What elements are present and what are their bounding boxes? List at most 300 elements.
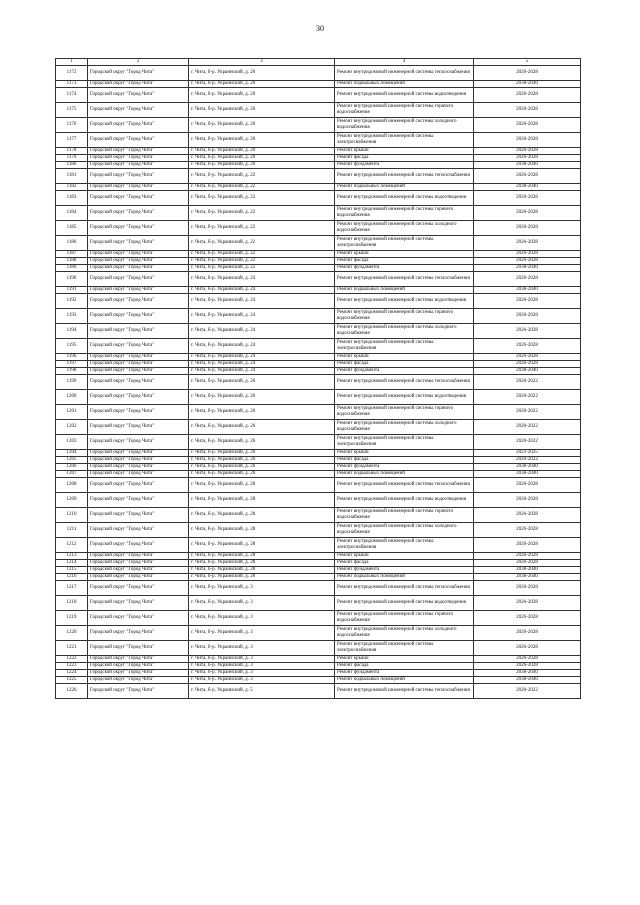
work-type-cell: Ремонт внутридомовой инженерной системы теплоснабжения [335,375,474,390]
address-cell: г. Чита, б-р. Украинский, д. 20 [189,88,335,103]
work-type-cell: Ремонт фасада [335,361,474,368]
address-cell: г. Чита, б-р. Украинский, д. 28 [189,574,335,581]
row-number-cell: 1193 [56,309,88,324]
work-type-cell: Ремонт внутридомовой инженерной системы теплоснабжения [335,272,474,287]
period-cell: 2038-2040 [474,81,581,88]
period-cell: 2026-2028 [474,251,581,258]
period-cell: 2026-2028 [474,103,581,118]
address-cell: г. Чита, б-р. Украинский, д. 26 [189,390,335,405]
municipality-cell: Городской округ "Город Чита" [88,611,189,626]
municipality-cell: Городской округ "Город Чита" [88,133,189,148]
municipality-cell: Городской округ "Город Чита" [88,677,189,684]
table-row [56,574,581,581]
address-cell: г. Чита, б-р. Украинский, д. 26 [189,405,335,420]
work-type-cell: Ремонт фундамента [335,265,474,272]
address-cell: г. Чита, б-р. Украинский, д. 22 [189,206,335,221]
row-number-cell: 1189 [56,265,88,272]
period-cell: 2038-2040 [474,677,581,684]
row-number-cell: 1213 [56,553,88,560]
work-type-cell: Ремонт внутридомовой инженерной системы холодного водоснабжения [335,626,474,641]
row-number-cell: 1194 [56,324,88,339]
work-type-cell: Ремонт внутридомовой инженерной системы горячего водоснабжения [335,206,474,221]
address-cell: г. Чита, б-р. Украинский, д. 26 [189,457,335,464]
municipality-cell: Городской округ "Город Чита" [88,354,189,361]
period-cell: 2026-2028 [474,354,581,361]
work-type-cell: Ремонт фасада [335,258,474,265]
table-row [56,162,581,169]
address-cell: г. Чита, б-р. Украинский, д. 22 [189,169,335,184]
row-number-cell: 1208 [56,478,88,493]
municipality-cell: Городской округ "Город Чита" [88,103,189,118]
period-cell: 2026-2028 [474,221,581,236]
municipality-cell: Городской округ "Город Чита" [88,162,189,169]
period-cell: 2026-2028 [474,663,581,670]
work-type-cell: Ремонт фундамента [335,567,474,574]
address-cell: г. Чита, б-р. Украинский, д. 3 [189,641,335,656]
address-cell: г. Чита, б-р. Украинский, д. 3 [189,596,335,611]
work-type-cell: Ремонт внутридомовой инженерной системы горячего водоснабжения [335,508,474,523]
municipality-cell: Городской округ "Город Чита" [88,148,189,155]
municipality-cell: Городской округ "Город Чита" [88,81,189,88]
municipality-cell: Городской округ "Город Чита" [88,309,189,324]
address-cell: г. Чита, б-р. Украинский, д. 22 [189,221,335,236]
address-cell: г. Чита, б-р. Украинский, д. 28 [189,538,335,553]
municipality-cell: Городской округ "Город Чита" [88,567,189,574]
address-cell: г. Чита, б-р. Украинский, д. 28 [189,478,335,493]
work-type-cell: Ремонт крыши [335,251,474,258]
municipality-cell: Городской округ "Город Чита" [88,420,189,435]
table-row [56,206,581,221]
work-type-cell: Ремонт внутридомовой инженерной системы теплоснабжения [335,478,474,493]
table-row [56,258,581,265]
table-row [56,677,581,684]
work-type-cell: Ремонт внутридомовой инженерной системы водоотведения [335,88,474,103]
column-header: 3 [189,59,335,66]
period-cell: 2026-2028 [474,206,581,221]
table-header [56,59,581,66]
work-type-cell: Ремонт крыши [335,354,474,361]
period-cell: 2026-2028 [474,523,581,538]
work-type-cell: Ремонт внутридомовой инженерной системы холодного водоснабжения [335,118,474,133]
address-cell: г. Чита, б-р. Украинский, д. 3 [189,656,335,663]
work-type-cell: Ремонт внутридомовой инженерной системы теплоснабжения [335,684,474,699]
period-cell: 2026-2028 [474,641,581,656]
period-cell: 2020-2022 [474,420,581,435]
work-type-cell: Ремонт внутридомовой инженерной системы холодного водоснабжения [335,221,474,236]
registry-table [55,58,581,699]
address-cell: г. Чита, б-р. Украинский, д. 22 [189,265,335,272]
period-cell: 2026-2028 [474,309,581,324]
address-cell: г. Чита, б-р. Украинский, д. 24 [189,324,335,339]
work-type-cell: Ремонт фундамента [335,670,474,677]
period-cell: 2026-2028 [474,155,581,162]
row-number-cell: 1203 [56,435,88,450]
row-number-cell: 1222 [56,656,88,663]
municipality-cell: Городской округ "Город Чита" [88,169,189,184]
table-row [56,368,581,375]
address-cell: г. Чита, б-р. Украинский, д. 20 [189,66,335,81]
table-row [56,375,581,390]
table-row [56,567,581,574]
period-cell: 2026-2028 [474,538,581,553]
municipality-cell: Городской округ "Город Чита" [88,191,189,206]
table-row [56,118,581,133]
address-cell: г. Чита, б-р. Украинский, д. 5 [189,684,335,699]
municipality-cell: Городской округ "Город Чита" [88,641,189,656]
municipality-cell: Городской округ "Город Чита" [88,670,189,677]
row-number-cell: 1217 [56,581,88,596]
work-type-cell: Ремонт внутридомовой инженерной системы электроснабжения [335,435,474,450]
row-number-cell: 1209 [56,493,88,508]
row-number-cell: 1197 [56,361,88,368]
row-number-cell: 1211 [56,523,88,538]
address-cell: г. Чита, б-р. Украинский, д. 24 [189,354,335,361]
table-row [56,435,581,450]
row-number-cell: 1195 [56,339,88,354]
municipality-cell: Городской округ "Город Чита" [88,560,189,567]
row-number-cell: 1205 [56,457,88,464]
row-number-cell: 1178 [56,148,88,155]
work-type-cell: Ремонт фасада [335,663,474,670]
period-cell: 2026-2028 [474,133,581,148]
municipality-cell: Городской округ "Город Чита" [88,553,189,560]
work-type-cell: Ремонт внутридомовой инженерной системы холодного водоснабжения [335,523,474,538]
table-row [56,478,581,493]
period-cell: 2038-2040 [474,464,581,471]
row-number-cell: 1199 [56,375,88,390]
period-cell: 2038-2040 [474,567,581,574]
work-type-cell: Ремонт фундамента [335,464,474,471]
municipality-cell: Городской округ "Город Чита" [88,88,189,103]
page-number: 30 [316,24,324,33]
municipality-cell: Городской округ "Город Чита" [88,390,189,405]
row-number-cell: 1184 [56,206,88,221]
table-row [56,670,581,677]
table-row [56,450,581,457]
period-cell: 2020-2022 [474,684,581,699]
table-row [56,596,581,611]
municipality-cell: Городской округ "Город Чита" [88,118,189,133]
address-cell: г. Чита, б-р. Украинский, д. 26 [189,471,335,478]
row-number-cell: 1220 [56,626,88,641]
address-cell: г. Чита, б-р. Украинский, д. 28 [189,493,335,508]
work-type-cell: Ремонт крыши [335,148,474,155]
row-number-cell: 1212 [56,538,88,553]
address-cell: г. Чита, б-р. Украинский, д. 20 [189,118,335,133]
row-number-cell: 1219 [56,611,88,626]
row-number-cell: 1201 [56,405,88,420]
period-cell: 2026-2028 [474,66,581,81]
row-number-cell: 1186 [56,236,88,251]
table-row [56,155,581,162]
table-row [56,148,581,155]
work-type-cell: Ремонт фасада [335,155,474,162]
row-number-cell: 1192 [56,294,88,309]
table-row [56,457,581,464]
period-cell: 2026-2028 [474,493,581,508]
work-type-cell: Ремонт внутридомовой инженерной системы горячего водоснабжения [335,309,474,324]
municipality-cell: Городской округ "Город Чита" [88,538,189,553]
row-number-cell: 1174 [56,88,88,103]
address-cell: г. Чита, б-р. Украинский, д. 22 [189,251,335,258]
table-row [56,420,581,435]
row-number-cell: 1188 [56,258,88,265]
table-row [56,103,581,118]
table-row [56,405,581,420]
row-number-cell: 1218 [56,596,88,611]
municipality-cell: Городской округ "Город Чита" [88,361,189,368]
table-row [56,390,581,405]
work-type-cell: Ремонт внутридомовой инженерной системы электроснабжения [335,538,474,553]
period-cell: 2026-2028 [474,236,581,251]
table-row [56,272,581,287]
work-type-cell: Ремонт внутридомовой инженерной системы электроснабжения [335,133,474,148]
table-row [56,66,581,81]
period-cell: 2026-2028 [474,581,581,596]
work-type-cell: Ремонт крыши [335,450,474,457]
address-cell: г. Чита, б-р. Украинский, д. 3 [189,611,335,626]
row-number-cell: 1198 [56,368,88,375]
municipality-cell: Городской округ "Город Чита" [88,265,189,272]
address-cell: г. Чита, б-р. Украинский, д. 22 [189,184,335,191]
period-cell: 2026-2028 [474,508,581,523]
row-number-cell: 1185 [56,221,88,236]
row-number-cell: 1207 [56,471,88,478]
period-cell: 2038-2040 [474,471,581,478]
work-type-cell: Ремонт фундамента [335,368,474,375]
municipality-cell: Городской округ "Город Чита" [88,684,189,699]
address-cell: г. Чита, б-р. Украинский, д. 26 [189,420,335,435]
period-cell: 2026-2028 [474,118,581,133]
address-cell: г. Чита, б-р. Украинский, д. 20 [189,133,335,148]
period-cell: 2038-2040 [474,162,581,169]
table-row [56,493,581,508]
municipality-cell: Городской округ "Город Чита" [88,206,189,221]
table-row [56,88,581,103]
row-number-cell: 1172 [56,66,88,81]
table-row [56,324,581,339]
address-cell: г. Чита, б-р. Украинский, д. 20 [189,81,335,88]
table-row [56,354,581,361]
period-cell: 2023-2025 [474,450,581,457]
period-cell: 2038-2040 [474,368,581,375]
table-row [56,169,581,184]
table-row [56,251,581,258]
row-number-cell: 1179 [56,155,88,162]
table-row [56,287,581,294]
municipality-cell: Городской округ "Город Чита" [88,155,189,162]
municipality-cell: Городской округ "Город Чита" [88,457,189,464]
municipality-cell: Городской округ "Город Чита" [88,258,189,265]
address-cell: г. Чита, б-р. Украинский, д. 26 [189,375,335,390]
municipality-cell: Городской округ "Город Чита" [88,663,189,670]
table-row [56,471,581,478]
table-row [56,191,581,206]
work-type-cell: Ремонт внутридомовой инженерной системы горячего водоснабжения [335,405,474,420]
row-number-cell: 1221 [56,641,88,656]
work-type-cell: Ремонт крыши [335,553,474,560]
work-type-cell: Ремонт фундамента [335,162,474,169]
municipality-cell: Городской округ "Город Чита" [88,464,189,471]
work-type-cell: Ремонт фасада [335,560,474,567]
row-number-cell: 1223 [56,663,88,670]
period-cell: 2026-2028 [474,626,581,641]
row-number-cell: 1190 [56,272,88,287]
work-type-cell: Ремонт подвальных помещений [335,287,474,294]
municipality-cell: Городской округ "Город Чита" [88,184,189,191]
work-type-cell: Ремонт внутридомовой инженерной системы холодного водоснабжения [335,324,474,339]
row-number-cell: 1176 [56,118,88,133]
work-type-cell: Ремонт внутридомовой инженерной системы электроснабжения [335,641,474,656]
municipality-cell: Городской округ "Город Чита" [88,251,189,258]
row-number-cell: 1224 [56,670,88,677]
table-row [56,294,581,309]
address-cell: г. Чита, б-р. Украинский, д. 24 [189,339,335,354]
period-cell: 2026-2028 [474,611,581,626]
table-row [56,236,581,251]
work-type-cell: Ремонт внутридомовой инженерной системы теплоснабжения [335,66,474,81]
work-type-cell: Ремонт внутридомовой инженерной системы теплоснабжения [335,581,474,596]
municipality-cell: Городской округ "Город Чита" [88,287,189,294]
address-cell: г. Чита, б-р. Украинский, д. 24 [189,309,335,324]
municipality-cell: Городской округ "Город Чита" [88,581,189,596]
municipality-cell: Городской округ "Город Чита" [88,478,189,493]
work-type-cell: Ремонт подвальных помещений [335,677,474,684]
municipality-cell: Городской округ "Город Чита" [88,339,189,354]
row-number-cell: 1196 [56,354,88,361]
address-cell: г. Чита, б-р. Украинский, д. 20 [189,148,335,155]
work-type-cell: Ремонт подвальных помещений [335,81,474,88]
address-cell: г. Чита, б-р. Украинский, д. 3 [189,581,335,596]
table-row [56,663,581,670]
period-cell: 2026-2028 [474,324,581,339]
municipality-cell: Городской округ "Город Чита" [88,221,189,236]
address-cell: г. Чита, б-р. Украинский, д. 26 [189,435,335,450]
row-number-cell: 1175 [56,103,88,118]
table-row [56,538,581,553]
period-cell: 2038-2040 [474,574,581,581]
table-row [56,361,581,368]
municipality-cell: Городской округ "Город Чита" [88,324,189,339]
municipality-cell: Городской округ "Город Чита" [88,375,189,390]
row-number-cell: 1216 [56,574,88,581]
row-number-cell: 1200 [56,390,88,405]
period-cell: 2026-2028 [474,596,581,611]
table-row [56,656,581,663]
address-cell: г. Чита, б-р. Украинский, д. 20 [189,103,335,118]
municipality-cell: Городской округ "Город Чита" [88,405,189,420]
period-cell: 2026-2028 [474,361,581,368]
municipality-cell: Городской округ "Город Чита" [88,272,189,287]
row-number-cell: 1226 [56,684,88,699]
period-cell: 2026-2028 [474,169,581,184]
period-cell: 2026-2028 [474,258,581,265]
municipality-cell: Городской округ "Город Чита" [88,508,189,523]
address-cell: г. Чита, б-р. Украинский, д. 20 [189,155,335,162]
period-cell: 2038-2040 [474,670,581,677]
municipality-cell: Городской округ "Город Чита" [88,435,189,450]
work-type-cell: Ремонт внутридомовой инженерной системы водоотведения [335,493,474,508]
address-cell: г. Чита, б-р. Украинский, д. 28 [189,508,335,523]
municipality-cell: Городской округ "Город Чита" [88,236,189,251]
period-cell: 2026-2028 [474,560,581,567]
period-cell: 2026-2028 [474,553,581,560]
work-type-cell: Ремонт фасада [335,457,474,464]
municipality-cell: Городской округ "Город Чита" [88,656,189,663]
address-cell: г. Чита, б-р. Украинский, д. 24 [189,368,335,375]
row-number-cell: 1204 [56,450,88,457]
work-type-cell: Ремонт внутридомовой инженерной системы водоотведения [335,596,474,611]
period-cell: 2038-2040 [474,184,581,191]
address-cell: г. Чита, б-р. Украинский, д. 28 [189,553,335,560]
row-number-cell: 1225 [56,677,88,684]
period-cell: 2026-2028 [474,294,581,309]
period-cell: 2038-2040 [474,265,581,272]
row-number-cell: 1210 [56,508,88,523]
municipality-cell: Городской округ "Город Чита" [88,596,189,611]
work-type-cell: Ремонт внутридомовой инженерной системы электроснабжения [335,236,474,251]
municipality-cell: Городской округ "Город Чита" [88,626,189,641]
address-cell: г. Чита, б-р. Украинский, д. 28 [189,567,335,574]
work-type-cell: Ремонт внутридомовой инженерной системы водоотведения [335,191,474,206]
municipality-cell: Городской округ "Город Чита" [88,294,189,309]
table-row [56,553,581,560]
work-type-cell: Ремонт подвальных помещений [335,184,474,191]
period-cell: 2026-2028 [474,478,581,493]
address-cell: г. Чита, б-р. Украинский, д. 28 [189,560,335,567]
period-cell: 2020-2022 [474,457,581,464]
table-row [56,81,581,88]
period-cell: 2026-2028 [474,656,581,663]
row-number-cell: 1173 [56,81,88,88]
address-cell: г. Чита, б-р. Украинский, д. 24 [189,361,335,368]
row-number-cell: 1181 [56,169,88,184]
address-cell: г. Чита, б-р. Украинский, д. 3 [189,663,335,670]
column-header: 1 [56,59,88,66]
header-row [56,59,581,66]
row-number-cell: 1183 [56,191,88,206]
table-row [56,265,581,272]
municipality-cell: Городской округ "Город Чита" [88,471,189,478]
period-cell: 2038-2040 [474,287,581,294]
work-type-cell: Ремонт внутридомовой инженерной системы водоотведения [335,294,474,309]
table-row [56,560,581,567]
period-cell: 2020-2022 [474,405,581,420]
period-cell: 2020-2022 [474,375,581,390]
period-cell: 2026-2028 [474,339,581,354]
work-type-cell: Ремонт подвальных помещений [335,471,474,478]
address-cell: г. Чита, б-р. Украинский, д. 28 [189,523,335,538]
row-number-cell: 1214 [56,560,88,567]
table-row [56,133,581,148]
row-number-cell: 1177 [56,133,88,148]
municipality-cell: Городской округ "Город Чита" [88,368,189,375]
table-row [56,508,581,523]
address-cell: г. Чита, б-р. Украинский, д. 22 [189,191,335,206]
address-cell: г. Чита, б-р. Украинский, д. 26 [189,450,335,457]
table-row [56,221,581,236]
table-body [56,66,581,699]
address-cell: г. Чита, б-р. Украинский, д. 22 [189,236,335,251]
municipality-cell: Городской округ "Город Чита" [88,493,189,508]
work-type-cell: Ремонт внутридомовой инженерной системы горячего водоснабжения [335,103,474,118]
municipality-cell: Городской округ "Город Чита" [88,450,189,457]
address-cell: г. Чита, б-р. Украинский, д. 3 [189,670,335,677]
address-cell: г. Чита, б-р. Украинский, д. 3 [189,626,335,641]
table-row [56,581,581,596]
period-cell: 2026-2028 [474,191,581,206]
period-cell: 2026-2028 [474,88,581,103]
